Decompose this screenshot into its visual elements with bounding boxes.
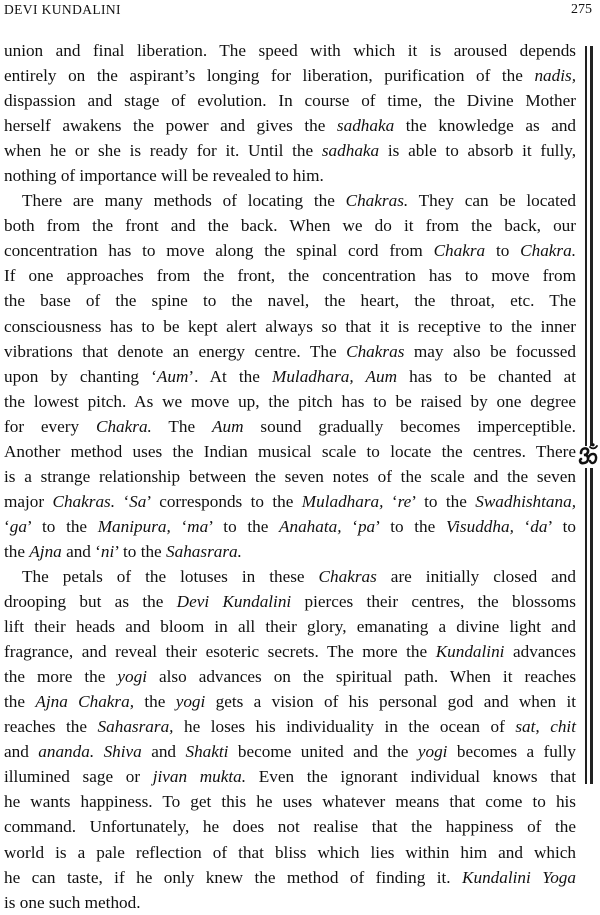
text-line bbox=[4, 739, 576, 764]
text-run: becomes a fully bbox=[447, 742, 576, 762]
text-run: is one such method. bbox=[4, 892, 141, 912]
page-number: 275 bbox=[571, 2, 592, 17]
text-run: ’ to the bbox=[114, 541, 166, 561]
text-run: ’ corresponds to the bbox=[146, 491, 302, 511]
text-run: he wants happiness. To get this he uses whatever means that come to his bbox=[4, 792, 576, 812]
text-run: union and final liberation. The speed with which it is aroused depends bbox=[4, 41, 576, 60]
text-run: consciousness has to be kept alert always so that it is receptive to the inner bbox=[4, 316, 576, 336]
text-run: also advances on the spiritual path. When it reaches bbox=[146, 667, 577, 687]
text-run: sound gradually becomes imperceptible. bbox=[243, 416, 576, 436]
text-line bbox=[4, 689, 576, 714]
margin-rule bbox=[585, 468, 587, 784]
text-line bbox=[4, 163, 576, 188]
text-run: pierces their centres, the blossoms bbox=[291, 592, 576, 612]
text-run: upon by chanting ‘ bbox=[4, 366, 157, 386]
italic-term: da bbox=[530, 516, 548, 536]
text-run: the base of the spine to the navel, the heart, the throat, etc. The bbox=[4, 291, 576, 311]
text-run: The petals of the lotuses in these bbox=[22, 566, 319, 586]
text-run: ‘ bbox=[4, 516, 10, 536]
text-run: the bbox=[4, 692, 36, 712]
text-run: the lowest pitch. As we move up, the pitch has to be raised by one degree bbox=[4, 391, 576, 411]
text-run: become united and the bbox=[228, 742, 418, 762]
italic-term: Chakras bbox=[318, 566, 377, 586]
text-run: fragrance, and reveal their esoteric secrets. The more the bbox=[4, 642, 436, 662]
text-run: herself awakens the power and gives the bbox=[4, 116, 337, 136]
text-line bbox=[4, 88, 576, 113]
text-run: entirely on the aspirant’s longing for liberation, purification of the bbox=[4, 66, 535, 86]
text-line bbox=[4, 464, 576, 489]
italic-term: Shiva bbox=[103, 742, 142, 762]
text-run: world is a pale reflection of that bliss which lies within him and which bbox=[4, 842, 576, 862]
text-run: is a strange relationship between the seven notes of the scale and the seven bbox=[4, 466, 576, 486]
text-line bbox=[4, 339, 576, 364]
text-run: nothing of importance will be revealed to him. bbox=[4, 166, 324, 186]
text-run: he loses his individuality in the ocean of bbox=[173, 717, 516, 737]
text-line bbox=[4, 764, 576, 789]
italic-term: sat, chit bbox=[515, 717, 576, 737]
italic-term: pa bbox=[357, 516, 376, 536]
text-run: the bbox=[4, 541, 30, 561]
text-line bbox=[4, 789, 576, 814]
text-run: to bbox=[485, 241, 521, 261]
text-line bbox=[4, 414, 576, 439]
text-run: gets a vision of his personal god and when it bbox=[205, 692, 577, 712]
text-line bbox=[4, 564, 576, 589]
text-line bbox=[4, 714, 576, 739]
text-run: the knowledge as and bbox=[394, 116, 577, 136]
text-run: and ‘ bbox=[61, 541, 101, 561]
text-line bbox=[4, 63, 576, 88]
text-line bbox=[4, 288, 576, 313]
text-run: ‘ bbox=[341, 516, 358, 536]
text-line bbox=[4, 614, 576, 639]
italic-term: Swadhishtana, bbox=[475, 491, 576, 511]
text-run: may also be focussed bbox=[404, 341, 576, 361]
italic-term: Muladhara, bbox=[301, 491, 384, 511]
italic-term: ni bbox=[100, 541, 115, 561]
text-run: major bbox=[4, 491, 53, 511]
text-run: vibrations that denote an energy centre. The bbox=[4, 341, 347, 361]
text-run: Even the ignorant individual knows that bbox=[246, 767, 576, 787]
text-run: advances bbox=[504, 642, 576, 662]
text-line bbox=[4, 840, 576, 865]
italic-term: ma bbox=[187, 516, 209, 536]
text-run: reaches the bbox=[4, 717, 98, 737]
text-run: ‘ bbox=[170, 516, 188, 536]
text-run: has to be chanted at bbox=[396, 366, 576, 386]
text-run bbox=[94, 742, 103, 761]
om-icon bbox=[578, 443, 600, 467]
italic-term: Chakra bbox=[433, 241, 486, 261]
italic-term: Shakti bbox=[185, 742, 229, 762]
italic-term: sadhaka bbox=[336, 116, 395, 136]
text-run: illumined sage or bbox=[4, 767, 153, 787]
text-line bbox=[4, 38, 576, 63]
italic-term: Aum bbox=[156, 366, 189, 386]
margin-rule bbox=[590, 468, 593, 784]
text-run: There are many methods of locating the bbox=[22, 191, 346, 211]
italic-term: re bbox=[397, 491, 412, 511]
italic-term: Chakras. bbox=[345, 191, 409, 211]
text-run: ’ to the bbox=[26, 516, 98, 536]
italic-term: ananda. bbox=[38, 742, 95, 762]
text-run: for every bbox=[4, 416, 96, 436]
text-line bbox=[4, 639, 576, 664]
text-run: ’ to the bbox=[411, 491, 476, 511]
text-run: They can be located bbox=[408, 191, 577, 211]
running-title: DEVI KUNDALINI bbox=[4, 2, 121, 17]
text-line bbox=[4, 389, 576, 414]
italic-term: Sahasrara, bbox=[97, 717, 174, 737]
text-line bbox=[4, 314, 576, 339]
text-run: The bbox=[151, 416, 213, 436]
text-line bbox=[4, 514, 576, 539]
italic-term: yogi bbox=[117, 667, 147, 687]
body-text bbox=[4, 38, 576, 915]
italic-term: Muladhara, Aum bbox=[272, 366, 397, 386]
italic-term: Visuddha, bbox=[445, 516, 514, 536]
text-run: the more the bbox=[4, 667, 118, 687]
text-line bbox=[4, 664, 576, 689]
text-line bbox=[4, 138, 576, 163]
italic-term: Aum bbox=[212, 416, 244, 436]
text-run: he can taste, if he only knew the method of finding it. bbox=[4, 867, 463, 887]
margin-rule bbox=[590, 46, 593, 446]
text-line bbox=[4, 890, 576, 915]
text-run: is able to absorb it fully, bbox=[379, 141, 576, 161]
italic-term: Chakra. bbox=[95, 416, 152, 436]
text-line bbox=[4, 589, 576, 614]
italic-term: Sahasrara. bbox=[166, 541, 242, 561]
text-run: ‘ bbox=[115, 491, 130, 511]
text-run: ‘ bbox=[383, 491, 398, 511]
text-run: dispassion and stage of evolution. In course of time, the Divine Mother bbox=[4, 91, 576, 111]
italic-term: Devi Kundalini bbox=[176, 592, 292, 612]
text-line bbox=[4, 263, 576, 288]
text-run: drooping but as the bbox=[4, 592, 177, 612]
italic-term: Manipura, bbox=[97, 516, 171, 536]
text-run: Another method uses the Indian musical scale to locate the centres. There bbox=[4, 441, 576, 461]
italic-term: Kundalini bbox=[435, 642, 505, 662]
text-run: the bbox=[134, 692, 176, 712]
italic-term: Ajna Chakra, bbox=[35, 692, 135, 712]
text-line bbox=[4, 489, 576, 514]
text-line bbox=[4, 188, 576, 213]
italic-term: Chakras bbox=[346, 341, 405, 361]
running-header bbox=[4, 2, 592, 22]
text-line bbox=[4, 238, 576, 263]
text-run: command. Unfortunately, he does not realise that the happiness of the bbox=[4, 817, 576, 837]
text-line bbox=[4, 213, 576, 238]
italic-term: Kundalini Yoga bbox=[462, 867, 576, 887]
text-line bbox=[4, 865, 576, 890]
text-line bbox=[4, 364, 576, 389]
text-run: ’. At the bbox=[188, 366, 273, 386]
italic-term: yogi bbox=[175, 692, 206, 712]
text-run: when he or she is ready for it. Until the bbox=[4, 141, 322, 161]
italic-term: jivan mukta. bbox=[152, 767, 247, 787]
italic-term: sadhaka bbox=[321, 141, 380, 161]
italic-term: yogi bbox=[417, 742, 448, 762]
text-run: both from the front and the back. When we do it from the back, our bbox=[4, 216, 576, 236]
text-line bbox=[4, 113, 576, 138]
italic-term: Chakra. bbox=[520, 241, 576, 261]
italic-term: Anahata, bbox=[279, 516, 342, 536]
italic-term: Sa bbox=[129, 491, 147, 511]
text-run: are initially closed and bbox=[376, 566, 576, 586]
italic-term: Ajna bbox=[29, 541, 62, 561]
text-run: lift their heads and bloom in all their glory, emanating a divine light and bbox=[4, 617, 576, 637]
text-run: ‘ bbox=[513, 516, 531, 536]
text-run: ’ to the bbox=[208, 516, 279, 536]
italic-term: ga bbox=[9, 516, 27, 536]
text-line bbox=[4, 539, 576, 564]
text-run: and bbox=[4, 742, 39, 762]
text-run: and bbox=[141, 742, 186, 762]
text-run: If one approaches from the front, the concentration has to move from bbox=[4, 266, 576, 286]
margin-rule bbox=[585, 46, 587, 446]
text-line bbox=[4, 814, 576, 839]
text-run: ’ to bbox=[547, 516, 576, 536]
italic-term: Chakras. bbox=[52, 491, 116, 511]
text-line bbox=[4, 439, 576, 464]
italic-term: nadis, bbox=[534, 66, 576, 86]
text-run: concentration has to move along the spinal cord from bbox=[4, 241, 434, 261]
text-run: ’ to the bbox=[375, 516, 446, 536]
